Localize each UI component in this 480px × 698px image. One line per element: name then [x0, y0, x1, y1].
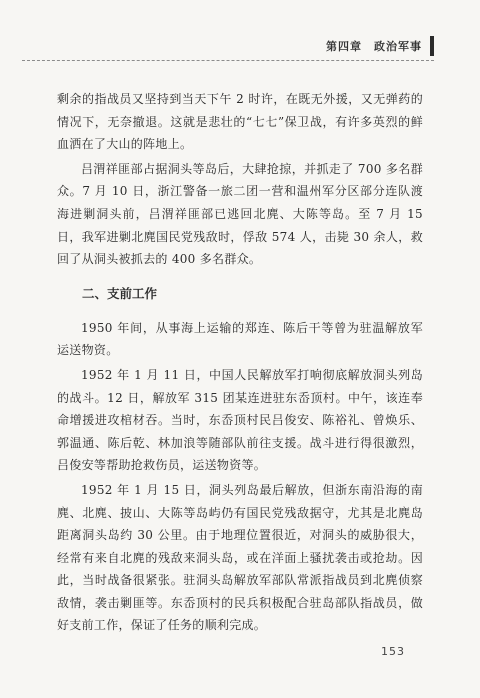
paragraph-4: 1952 年 1 月 11 日，中国人民解放军打响彻底解放洞头列岛的战斗。12 日，解放军 315 团某连进驻东岙顶村。中午，该连奉命增援进攻棺材吞。当时，东岙顶村民吕俊安、陈裕礼、曾焕乐、郭温通、陈后乾、林加浪等随部队前往支援。战斗进行得很激烈，吕俊安等帮助抢救伤员，运送物资等。 — [57, 367, 423, 473]
page-body — [57, 88, 423, 637]
paragraph-2: 吕渭祥匪部占据洞头等岛后，大肆抢掠，并抓走了 700 多名群众。7 月 10 日，浙江警备一旅二团一营和温州军分区部分连队渡海进剿洞头前，吕渭祥匪部已逃回北麂、大陈等岛。至 7 月 15 日，我军进剿北麂国民党残敌时，俘敌 574 人，击毙 30 余人，救回了从洞头被抓去的 400 多名群众。 — [57, 161, 423, 267]
paragraph-3: 1950 年间，从事海上运输的郑连、陈后干等曾为驻温解放军运送物资。 — [57, 320, 423, 358]
page-number: 153 — [381, 645, 405, 658]
paragraph-5: 1952 年 1 月 15 日，洞头列岛最后解放，但浙东南沿海的南麂、北麂、披山、大陈等岛屿仍有国民党残敌据守，尤其是北麂岛距离洞头岛约 30 公里。由于地理位置很近，对洞头的威胁很大，经常有来自北麂的残敌来洞头岛，或在洋面上骚扰袭击或抢劫。因此，当时战备很紧张。驻洞头岛解放军部队常派指战员到北麂侦察敌情，袭击剿匪等。东岙顶村的民兵积极配合驻岛部队指战员，做好支前工作，保证了任务的顺利完成。 — [57, 482, 423, 633]
paragraph-1: 剩余的指战员又坚持到当天下午 2 时许，在既无外援，又无弹药的情况下，无奈撤退。这就是悲壮的“七七”保卫战，有许多英烈的鲜血洒在了大山的阵地上。 — [57, 92, 423, 152]
header-bar-mark — [430, 36, 434, 56]
chapter-title: 第四章 政治军事 — [326, 40, 422, 53]
section-heading: 二、支前工作 — [82, 285, 158, 301]
header-dashed-rule — [22, 60, 434, 61]
running-header — [326, 36, 434, 56]
